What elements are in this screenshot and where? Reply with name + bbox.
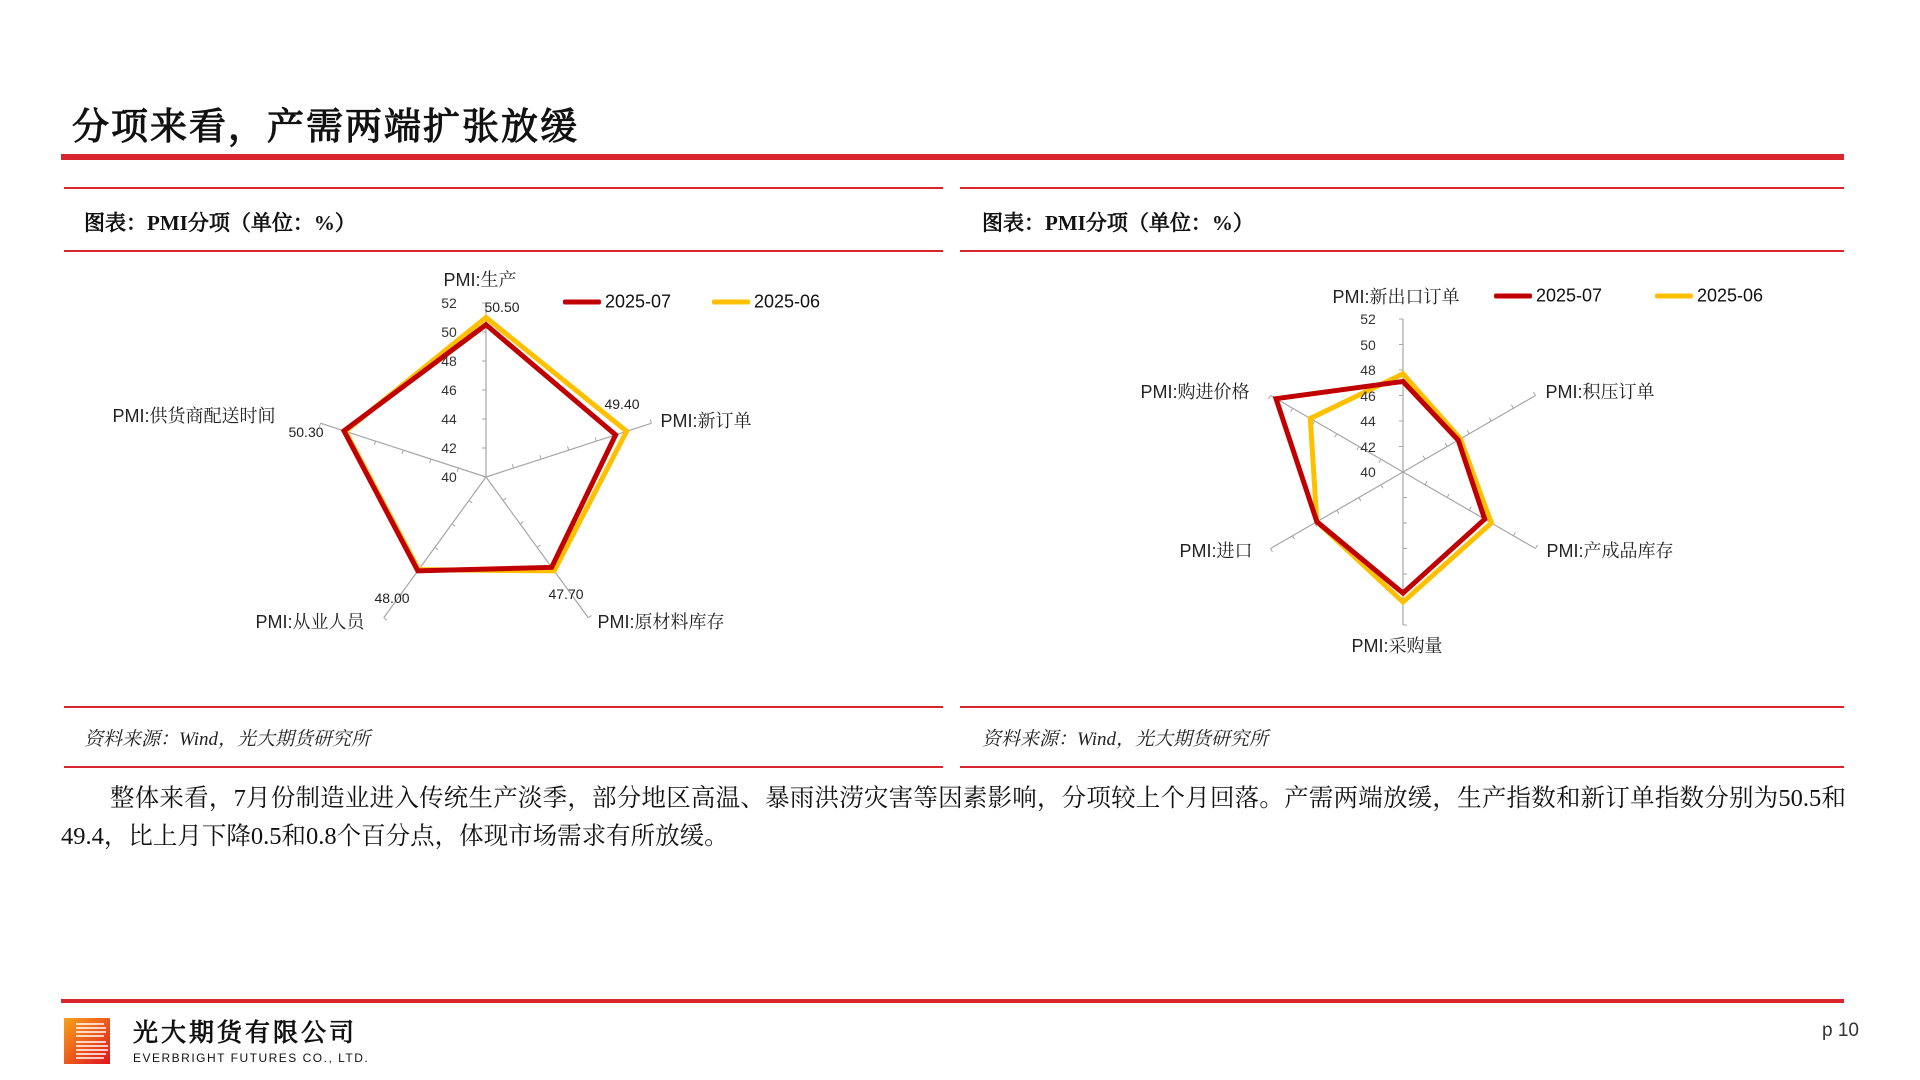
axis-tick-mark bbox=[1381, 485, 1383, 488]
axis-tick-mark bbox=[1425, 481, 1427, 484]
axis-tick-mark bbox=[1337, 510, 1339, 513]
tick-label: 52 bbox=[441, 295, 457, 311]
axis-tick-mark bbox=[1447, 494, 1449, 497]
axis-tick-mark bbox=[1335, 434, 1337, 437]
company-logo-icon bbox=[64, 1018, 110, 1064]
legend-label: 2025-06 bbox=[1697, 285, 1764, 306]
tick-label: 48 bbox=[441, 353, 457, 369]
axis-tick-mark bbox=[568, 446, 569, 450]
legend-swatch bbox=[563, 300, 601, 305]
legend-label: 2025-06 bbox=[754, 291, 821, 312]
tick-label: 40 bbox=[441, 469, 457, 485]
page-number: p 10 bbox=[1822, 1020, 1859, 1041]
legend-label: 2025-07 bbox=[605, 291, 672, 312]
axis-tick-mark bbox=[1513, 532, 1515, 535]
axis-tick-mark bbox=[435, 547, 438, 549]
axis-tick-mark bbox=[1293, 536, 1295, 539]
data-label: 47.70 bbox=[548, 586, 584, 602]
analysis-paragraph: 整体来看，7月份制造业进入传统生产淡季，部分地区高温、暴雨洪涝灾害等因素影响，分项较上个月回落。产需两端放缓，生产指数和新订单指数分别为50.5和49.4，比上月下降0.5和0.8个百分点，体现市场需求有所放缓。 bbox=[61, 785, 1846, 850]
series-2025-07 bbox=[1276, 381, 1485, 593]
axis-tick-mark bbox=[1291, 408, 1293, 411]
company-name-cn: 光大期货有限公司 bbox=[133, 1019, 358, 1047]
axis-tick-mark bbox=[1379, 459, 1381, 462]
axis-tick-mark bbox=[374, 441, 375, 445]
axis-label-new-orders: PMI:新订单 bbox=[660, 411, 752, 431]
tick-label: 46 bbox=[1360, 387, 1376, 404]
axis-tick-mark bbox=[452, 524, 455, 526]
tick-label: 42 bbox=[1360, 438, 1376, 455]
axis-tick-mark bbox=[1357, 447, 1359, 450]
legend-swatch bbox=[712, 300, 750, 305]
axis-label-purchase-price: PMI:购进价格 bbox=[1140, 382, 1250, 402]
tick-label: 44 bbox=[441, 411, 457, 427]
page-title: 分项来看，产需两端扩张放缓 bbox=[72, 107, 579, 148]
axis-tick-mark bbox=[503, 498, 506, 500]
data-label: 49.40 bbox=[604, 396, 640, 412]
series-2025-06 bbox=[1310, 374, 1491, 602]
axis-tick-mark bbox=[650, 419, 651, 423]
axis-tick-mark bbox=[588, 615, 591, 617]
legend-swatch bbox=[1494, 294, 1532, 299]
axis-tick-mark bbox=[469, 500, 472, 502]
tick-label: 42 bbox=[441, 440, 457, 456]
axis-label-new-export-orders: PMI:新出口订单 bbox=[1332, 287, 1460, 307]
axis-tick-mark bbox=[1268, 396, 1270, 399]
axis-label-employment: PMI:从业人员 bbox=[255, 612, 365, 632]
axis-tick-mark bbox=[1445, 443, 1447, 446]
axis-tick-mark bbox=[1359, 498, 1361, 501]
axis-tick-mark bbox=[430, 459, 431, 463]
axis-tick-mark bbox=[1423, 456, 1425, 459]
axis-tick-mark bbox=[402, 450, 403, 454]
axis-label-finished-goods-inventory: PMI:产成品库存 bbox=[1546, 541, 1674, 561]
tick-label: 44 bbox=[1360, 413, 1376, 429]
axis-label-imports: PMI:进口 bbox=[1179, 541, 1253, 561]
legend-label: 2025-07 bbox=[1536, 285, 1603, 306]
axis-tick-mark bbox=[1511, 405, 1513, 408]
left-chart-source: 资料来源：Wind，光大期货研究所 bbox=[84, 729, 371, 750]
axis-label-production: PMI:生产 bbox=[443, 270, 517, 290]
legend-swatch bbox=[1655, 294, 1693, 299]
tick-label: 52 bbox=[1360, 311, 1376, 327]
right-chart-source: 资料来源：Wind，光大期货研究所 bbox=[982, 729, 1269, 750]
axis-tick-mark bbox=[1270, 549, 1272, 552]
axis-tick-mark bbox=[1469, 507, 1471, 510]
legend-item-2025-06 bbox=[712, 292, 820, 313]
axis-label-raw-material-inventory: PMI:原材料库存 bbox=[597, 612, 725, 632]
data-label: 50.50 bbox=[484, 299, 520, 315]
tick-label: 50 bbox=[1360, 336, 1376, 353]
left-chart-title: 图表：PMI分项（单位：%） bbox=[84, 211, 356, 235]
axis-tick-mark bbox=[384, 618, 387, 620]
axis-tick-mark bbox=[1489, 418, 1491, 421]
axis-label-supplier-delivery: PMI:供货商配送时间 bbox=[112, 406, 276, 426]
axis-label-backlog-orders: PMI:积压订单 bbox=[1545, 382, 1655, 402]
tick-label: 48 bbox=[1360, 362, 1376, 378]
tick-label: 40 bbox=[1360, 464, 1376, 480]
legend-item-2025-06 bbox=[1655, 286, 1763, 307]
data-label: 50.30 bbox=[288, 424, 324, 440]
axis-tick-mark bbox=[1536, 545, 1538, 548]
axis-tick-mark bbox=[540, 455, 541, 459]
data-label: 48.00 bbox=[374, 590, 410, 606]
legend-item-2025-07 bbox=[1494, 286, 1602, 307]
company-name-en: EVERBRIGHT FUTURES CO., LTD. bbox=[133, 1051, 370, 1065]
axis-label-purchase-quantity: PMI:采购量 bbox=[1351, 636, 1443, 656]
axis-tick-mark bbox=[520, 522, 523, 524]
axis-tick-mark bbox=[1534, 392, 1536, 395]
axis-tick-mark bbox=[457, 468, 458, 472]
tick-label: 50 bbox=[441, 324, 457, 340]
right-chart-title: 图表：PMI分项（单位：%） bbox=[982, 211, 1254, 235]
axis-tick-mark bbox=[595, 437, 596, 441]
axis-tick-mark bbox=[512, 464, 513, 468]
footer-divider bbox=[61, 999, 1844, 1003]
tick-label: 46 bbox=[441, 382, 457, 398]
axis-tick-mark bbox=[1467, 430, 1469, 433]
legend-item-2025-07 bbox=[563, 292, 671, 313]
axis-tick-mark bbox=[537, 545, 540, 547]
